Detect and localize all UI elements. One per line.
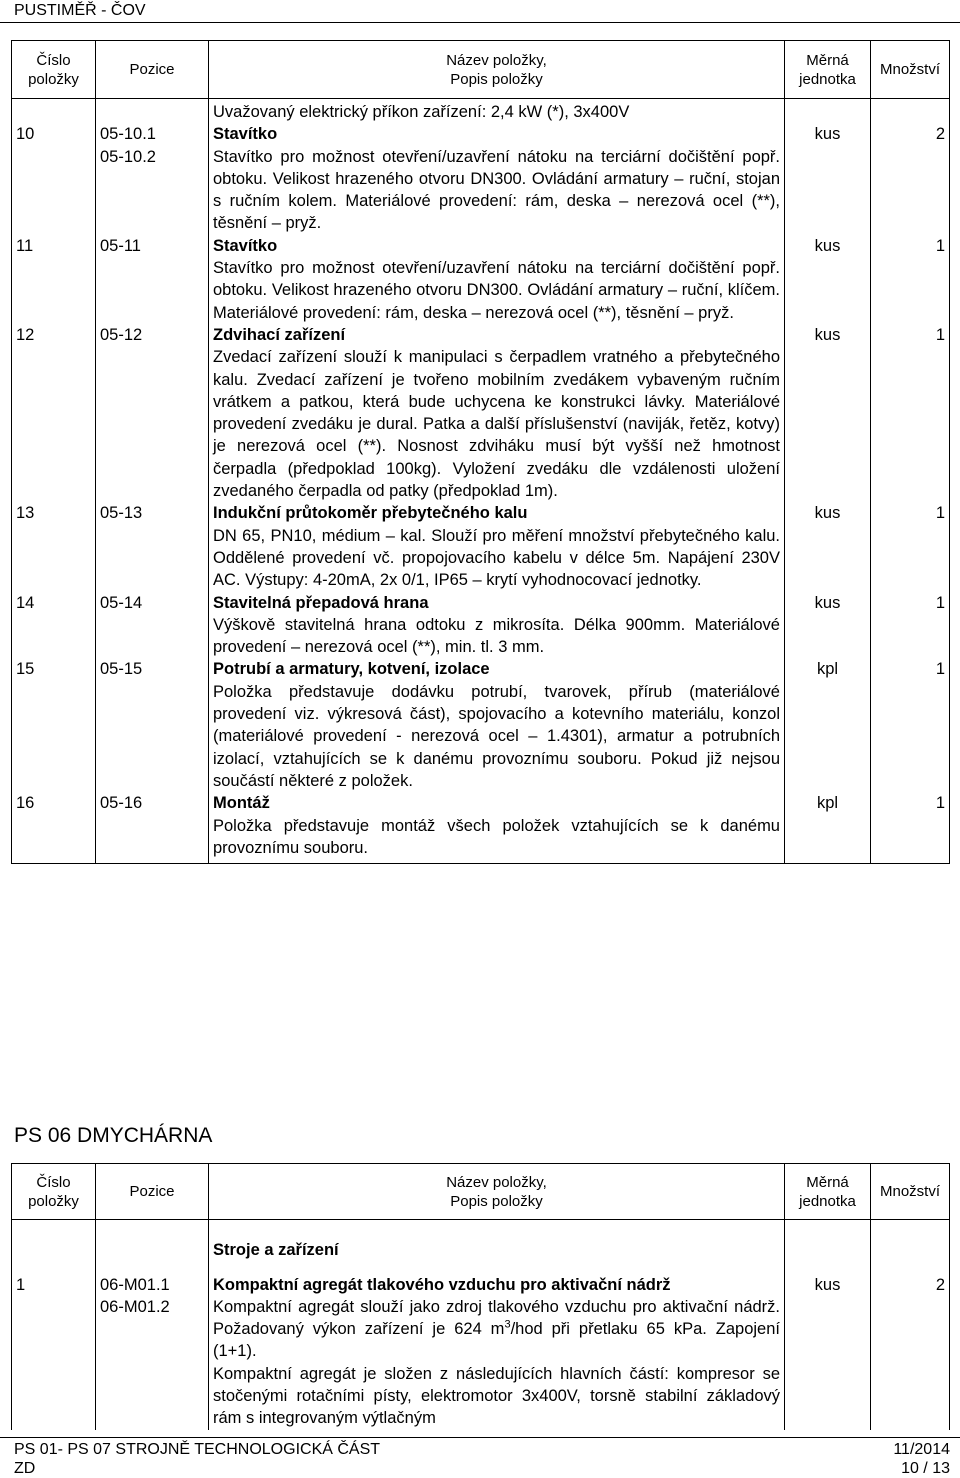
item-description	[209, 792, 785, 863]
col-header-number: Číslo položky	[12, 1164, 96, 1220]
item-position-2: 06-M01.2	[100, 1297, 170, 1316]
item-text-a: Kompaktní agregát slouží jako zdroj tlakového vzduchu pro aktivační nádrž. Požadovaný výkon zařízení je 624 m	[213, 1297, 780, 1339]
item-position	[96, 1220, 209, 1262]
col-header-description-line2: Popis položky	[450, 1192, 543, 1210]
table-header-row	[12, 41, 950, 99]
item-text-2: Kompaktní agregát je složen z následujících hlavních částí: kompresor se stočenými rotačními písty, elektromotor 3x400V, torsně stabilní základový rám s integrovaným výtlačným	[213, 1364, 780, 1428]
table-header-row	[12, 1164, 950, 1220]
col-header-unit-line2: jednotka	[799, 1192, 856, 1210]
item-position: 05-11	[96, 235, 209, 324]
item-position	[96, 123, 209, 234]
table-row	[12, 658, 950, 792]
items-table-ps05	[11, 40, 950, 864]
item-position: 05-12	[96, 324, 209, 502]
item-position	[96, 1262, 209, 1430]
item-description	[209, 658, 785, 792]
col-header-position: Pozice	[96, 1164, 209, 1220]
item-text: Položka představuje dodávku potrubí, tvarovek, přírub (materiálové provedení viz. výkresová část), spojovacího a kotevního materiálu, konzol (materiálové provedení - nerezová ocel – 1.4301), armatur a potrubních izolací, vztahujících se k danému provoznímu souboru. Pokud již nejsou součástí některé z položek.	[213, 682, 780, 790]
table-row	[12, 792, 950, 863]
item-position: 05-15	[96, 658, 209, 792]
col-header-unit-line2: jednotka	[799, 70, 856, 88]
col-header-quantity: Množství	[871, 1164, 950, 1220]
item-title: Zdvihací zařízení	[213, 325, 346, 344]
item-quantity	[871, 1220, 950, 1262]
item-unit	[785, 99, 871, 124]
item-description	[209, 1262, 785, 1430]
item-quantity: 1	[871, 592, 950, 659]
item-text: Položka představuje montáž všech položek vztahujících se k danému provoznímu souboru.	[213, 816, 780, 857]
item-quantity: 1	[871, 792, 950, 863]
table-row	[12, 123, 950, 234]
item-title: Indukční průtokoměr přebytečného kalu	[213, 504, 528, 523]
item-description	[209, 502, 785, 591]
group-row	[12, 1220, 950, 1262]
table-row	[12, 502, 950, 591]
item-unit	[785, 1220, 871, 1262]
item-description	[209, 235, 785, 324]
item-position-1: 05-10.1	[100, 125, 156, 144]
item-title: Stavitelná přepadová hrana	[213, 593, 429, 612]
item-number: 14	[12, 592, 96, 659]
footer-stage: ZD	[14, 1460, 36, 1477]
item-description: Uvažovaný elektrický příkon zařízení: 2,4 kW (*), 3x400V	[209, 99, 785, 124]
table-row	[12, 592, 950, 659]
item-description	[209, 123, 785, 234]
item-quantity: 1	[871, 658, 950, 792]
col-header-unit-line1: Měrná	[806, 51, 849, 69]
item-quantity: 1	[871, 324, 950, 502]
superscript-exponent: 3	[504, 1318, 511, 1331]
col-header-description-line1: Název položky,	[446, 51, 547, 69]
item-unit: kpl	[785, 792, 871, 863]
item-quantity	[871, 99, 950, 124]
footer-date: 11/2014	[893, 1441, 950, 1458]
item-text: Výškově stavitelná hrana odtoku z mikrosíta. Délka 900mm. Materiálové provedení – nerezová ocel (**), min. tl. 3 mm.	[213, 615, 780, 657]
item-unit: kus	[785, 324, 871, 502]
table-row	[12, 99, 950, 124]
col-header-unit	[785, 41, 871, 99]
item-text: Stavítko pro možnost otevření/uzavření nátoku na terciární dočištění popř. obtoku. Velikost hrazeného otvoru DN300. Ovládání armatury – ruční, stojan s ručním kolem. Materiálové provedení: rám, deska – nerezová ocel (**), těsnění – pryž.	[213, 147, 780, 233]
item-position: 05-13	[96, 502, 209, 591]
table-row	[12, 324, 950, 502]
item-quantity: 2	[871, 123, 950, 234]
items-table-ps06	[11, 1163, 950, 1430]
item-title: Montáž	[213, 794, 270, 813]
group-title	[209, 1220, 785, 1262]
item-unit: kus	[785, 235, 871, 324]
footer-left	[14, 1440, 380, 1478]
col-header-number: Číslo položky	[12, 41, 96, 99]
item-number: 10	[12, 123, 96, 234]
item-unit: kus	[785, 1262, 871, 1430]
col-header-unit	[785, 1164, 871, 1220]
item-position: 05-14	[96, 592, 209, 659]
col-header-description	[209, 41, 785, 99]
col-header-description-line2: Popis položky	[450, 70, 543, 88]
item-text	[213, 1296, 780, 1363]
item-unit: kpl	[785, 658, 871, 792]
group-title-text: Stroje a zařízení	[213, 1241, 339, 1260]
item-text: Zvedací zařízení slouží k manipulaci s čerpadlem vratného a přebytečného kalu. Zvedací zařízení je tvořeno mobilním zvedákem vybaveným ručním vrátkem a patkou, která bude uchycena ke konstrukci lávky. Materiálové provedení zvedáku je dural. Patka a další příslušenství (naviják, řetěz, kotvy) je nerezová ocel (**). Nosnost zdviháku musí být vyšší než hmotnost čerpadla (předpoklad 100kg). Vyložení zvedáku dle vzdálenosti uložení zvedaného čerpadla od patky (předpoklad 1m).	[213, 348, 780, 501]
item-title: Potrubí a armatury, kotvení, izolace	[213, 660, 490, 679]
item-position	[96, 99, 209, 124]
item-quantity: 2	[871, 1262, 950, 1430]
item-text: Stavítko pro možnost otevření/uzavření nátoku na terciární dočištění popř. obtoku. Velikost hrazeného otvoru DN300. Ovládání armatury – ruční, klíčem. Materiálové provedení: rám, deska – nerezová ocel (**), těsnění – pryž.	[213, 259, 780, 322]
item-title: Kompaktní agregát tlakového vzduchu pro aktivační nádrž	[213, 1275, 671, 1294]
item-position-1: 06-M01.1	[100, 1275, 170, 1294]
col-header-position: Pozice	[96, 41, 209, 99]
item-quantity: 1	[871, 502, 950, 591]
section-title: PS 06 DMYCHÁRNA	[14, 1124, 213, 1147]
col-header-description-line1: Název položky,	[446, 1173, 547, 1191]
item-number: 13	[12, 502, 96, 591]
page-header	[0, 0, 960, 23]
table-row	[12, 235, 950, 324]
col-header-description	[209, 1164, 785, 1220]
footer-right	[893, 1440, 950, 1478]
table-row	[12, 1262, 950, 1430]
item-number	[12, 99, 96, 124]
item-position-2: 05-10.2	[100, 147, 156, 166]
col-header-unit-line1: Měrná	[806, 1173, 849, 1191]
item-number: 11	[12, 235, 96, 324]
page-footer	[0, 1437, 960, 1476]
item-description	[209, 592, 785, 659]
footer-page-number: 10 / 13	[901, 1460, 950, 1477]
item-number: 1	[12, 1262, 96, 1430]
item-title: Stavítko	[213, 125, 278, 144]
item-unit: kus	[785, 592, 871, 659]
document-title: PUSTIMĚŘ - ČOV	[14, 2, 146, 19]
item-number: 16	[12, 792, 96, 863]
item-unit: kus	[785, 502, 871, 591]
item-number	[12, 1220, 96, 1262]
item-position: 05-16	[96, 792, 209, 863]
item-number: 15	[12, 658, 96, 792]
item-title: Stavítko	[213, 236, 278, 255]
item-number: 12	[12, 324, 96, 502]
item-description	[209, 324, 785, 502]
item-unit: kus	[785, 123, 871, 234]
item-text: DN 65, PN10, médium – kal. Slouží pro měření množství přebytečného kalu. Oddělené provedení vč. propojovacího kabelu v délce 5m. Napájení 230V AC. Výstupy: 4-20mA, 2x 0/1, IP65 – krytí vyhodnocovací jednotky.	[213, 526, 780, 590]
col-header-quantity: Množství	[871, 41, 950, 99]
item-text-b: /hod při přetlaku 65 kPa. Zapojení (1+1).	[213, 1320, 780, 1361]
item-quantity: 1	[871, 235, 950, 324]
footer-document-name: PS 01- PS 07 STROJNĚ TECHNOLOGICKÁ ČÁST	[14, 1441, 381, 1458]
